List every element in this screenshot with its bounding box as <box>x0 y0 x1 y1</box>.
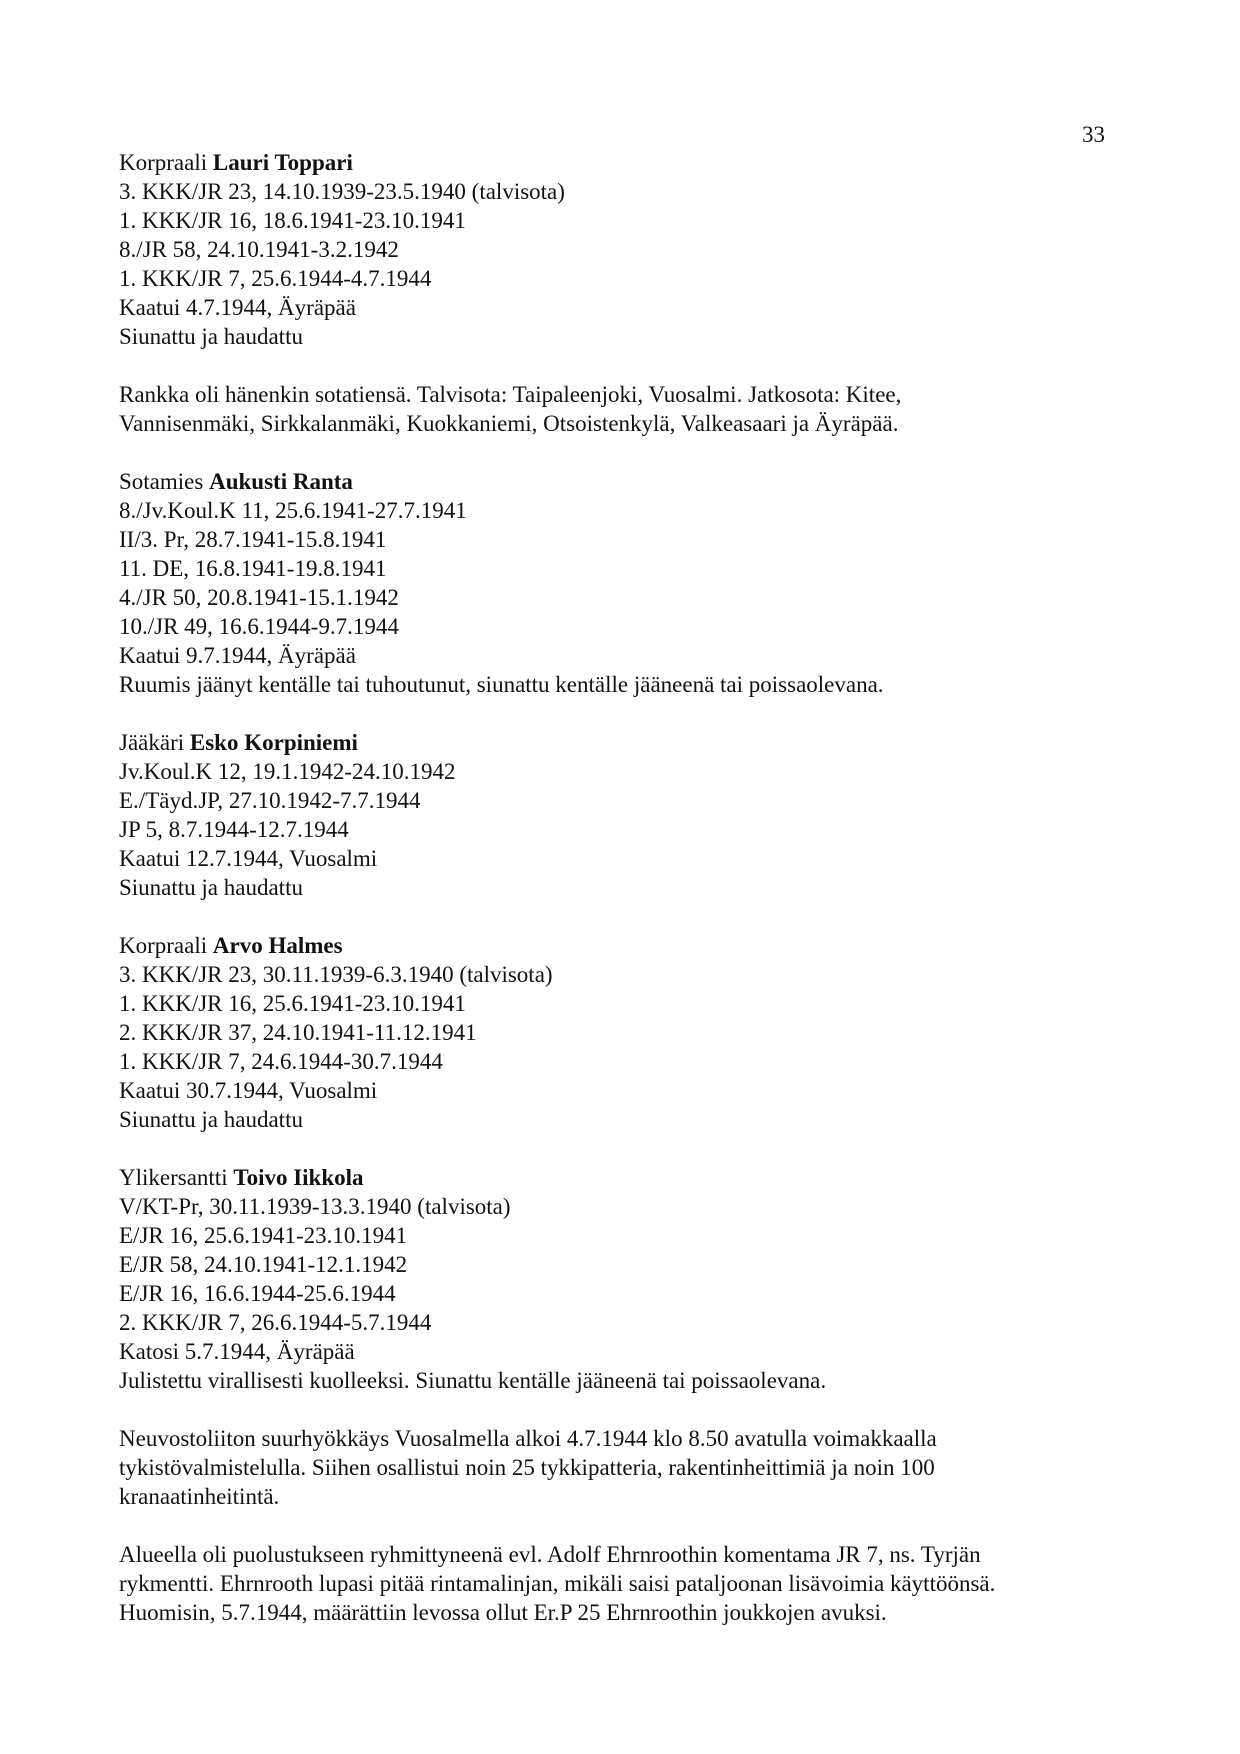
paragraph-line: rykmentti. Ehrnrooth lupasi pitää rintamalinjan, mikäli saisi pataljoonan lisävoimia käyttöönsä. <box>119 1571 996 1596</box>
service-line: V/KT-Pr, 30.11.1939-13.3.1940 (talvisota) <box>119 1194 511 1219</box>
person-name: Aukusti Ranta <box>209 469 353 494</box>
service-line: 3. KKK/JR 23, 14.10.1939-23.5.1940 (talvisota) <box>119 179 565 204</box>
burial-line: Ruumis jäänyt kentälle tai tuhoutunut, siunattu kentälle jääneenä tai poissaolevana. <box>119 672 884 697</box>
page-number: 33 <box>1082 122 1105 147</box>
service-line: 2. KKK/JR 7, 26.6.1944-5.7.1944 <box>119 1310 432 1335</box>
person-rank: Ylikersantti <box>119 1165 228 1190</box>
page-content <box>119 148 1129 1627</box>
person-entry-korpiniemi <box>119 728 1129 902</box>
service-line: 1. KKK/JR 7, 24.6.1944-30.7.1944 <box>119 1049 443 1074</box>
person-heading <box>119 148 1129 177</box>
paragraph-line: Alueella oli puolustukseen ryhmittyneenä evl. Adolf Ehrnroothin komentama JR 7, ns. Tyrjän <box>119 1542 981 1567</box>
person-rank: Korpraali <box>119 933 208 958</box>
person-entry-ranta <box>119 467 1129 699</box>
person-name: Toivo Iikkola <box>233 1165 364 1190</box>
service-line: Jv.Koul.K 12, 19.1.1942-24.10.1942 <box>119 759 456 784</box>
burial-line: Siunattu ja haudattu <box>119 324 303 349</box>
burial-line: Siunattu ja haudattu <box>119 875 303 900</box>
paragraph-line: tykistövalmistelulla. Siihen osallistui noin 25 tykkipatteria, rakentinheittimiä ja noin 100 <box>119 1455 935 1480</box>
spacer <box>119 438 1129 467</box>
spacer <box>119 699 1129 728</box>
person-heading <box>119 467 1129 496</box>
paragraph-line: Rankka oli hänenkin sotatiensä. Talvisota: Taipaleenjoki, Vuosalmi. Jatkosota: Kitee, <box>119 382 902 407</box>
paragraph-defense <box>119 1540 1129 1627</box>
burial-line: Siunattu ja haudattu <box>119 1107 303 1132</box>
person-heading <box>119 931 1129 960</box>
person-rank: Jääkäri <box>119 730 185 755</box>
burial-line: Julistettu virallisesti kuolleeksi. Siunattu kentälle jääneenä tai poissaolevana. <box>119 1368 827 1393</box>
service-line: 8./Jv.Koul.K 11, 25.6.1941-27.7.1941 <box>119 498 467 523</box>
person-name: Arvo Halmes <box>212 933 343 958</box>
paragraph-line: Vannisenmäki, Sirkkalanmäki, Kuokkaniemi, Otsoistenkylä, Valkeasaari ja Äyräpää. <box>119 411 899 436</box>
service-line: II/3. Pr, 28.7.1941-15.8.1941 <box>119 527 387 552</box>
service-line: 1. KKK/JR 16, 18.6.1941-23.10.1941 <box>119 208 466 233</box>
service-line: JP 5, 8.7.1944-12.7.1944 <box>119 817 349 842</box>
person-name: Esko Korpiniemi <box>189 730 358 755</box>
paragraph-line: kranaatinheitintä. <box>119 1484 280 1509</box>
service-line: 10./JR 49, 16.6.1944-9.7.1944 <box>119 614 399 639</box>
death-line: Kaatui 30.7.1944, Vuosalmi <box>119 1078 378 1103</box>
service-line: E/JR 58, 24.10.1941-12.1.1942 <box>119 1252 408 1277</box>
service-line: 1. KKK/JR 16, 25.6.1941-23.10.1941 <box>119 991 466 1016</box>
person-rank: Sotamies <box>119 469 204 494</box>
spacer <box>119 902 1129 931</box>
spacer <box>119 1395 1129 1424</box>
spacer <box>119 1511 1129 1540</box>
paragraph-line: Huomisin, 5.7.1944, määrättiin levossa ollut Er.P 25 Ehrnroothin joukkojen avuksi. <box>119 1600 887 1625</box>
person-entry-toppari <box>119 148 1129 351</box>
paragraph-offensive <box>119 1424 1129 1511</box>
person-entry-halmes <box>119 931 1129 1134</box>
person-name: Lauri Toppari <box>212 150 353 175</box>
service-line: 1. KKK/JR 7, 25.6.1944-4.7.1944 <box>119 266 432 291</box>
paragraph-line: Neuvostoliiton suurhyökkäys Vuosalmella alkoi 4.7.1944 klo 8.50 avatulla voimakkaalla <box>119 1426 937 1451</box>
spacer <box>119 351 1129 380</box>
service-line: 2. KKK/JR 37, 24.10.1941-11.12.1941 <box>119 1020 477 1045</box>
death-line: Kaatui 4.7.1944, Äyräpää <box>119 295 356 320</box>
person-entry-iikkola <box>119 1163 1129 1395</box>
service-line: E/JR 16, 16.6.1944-25.6.1944 <box>119 1281 396 1306</box>
service-line: 3. KKK/JR 23, 30.11.1939-6.3.1940 (talvisota) <box>119 962 553 987</box>
spacer <box>119 1134 1129 1163</box>
service-line: 8./JR 58, 24.10.1941-3.2.1942 <box>119 237 399 262</box>
death-line: Katosi 5.7.1944, Äyräpää <box>119 1339 355 1364</box>
person-rank: Korpraali <box>119 150 208 175</box>
service-line: E./Täyd.JP, 27.10.1942-7.7.1944 <box>119 788 421 813</box>
service-line: 11. DE, 16.8.1941-19.8.1941 <box>119 556 387 581</box>
death-line: Kaatui 9.7.1944, Äyräpää <box>119 643 356 668</box>
person-heading <box>119 1163 1129 1192</box>
service-line: 4./JR 50, 20.8.1941-15.1.1942 <box>119 585 399 610</box>
death-line: Kaatui 12.7.1944, Vuosalmi <box>119 846 378 871</box>
person-heading <box>119 728 1129 757</box>
service-line: E/JR 16, 25.6.1941-23.10.1941 <box>119 1223 408 1248</box>
paragraph-toppari-note <box>119 380 1129 438</box>
